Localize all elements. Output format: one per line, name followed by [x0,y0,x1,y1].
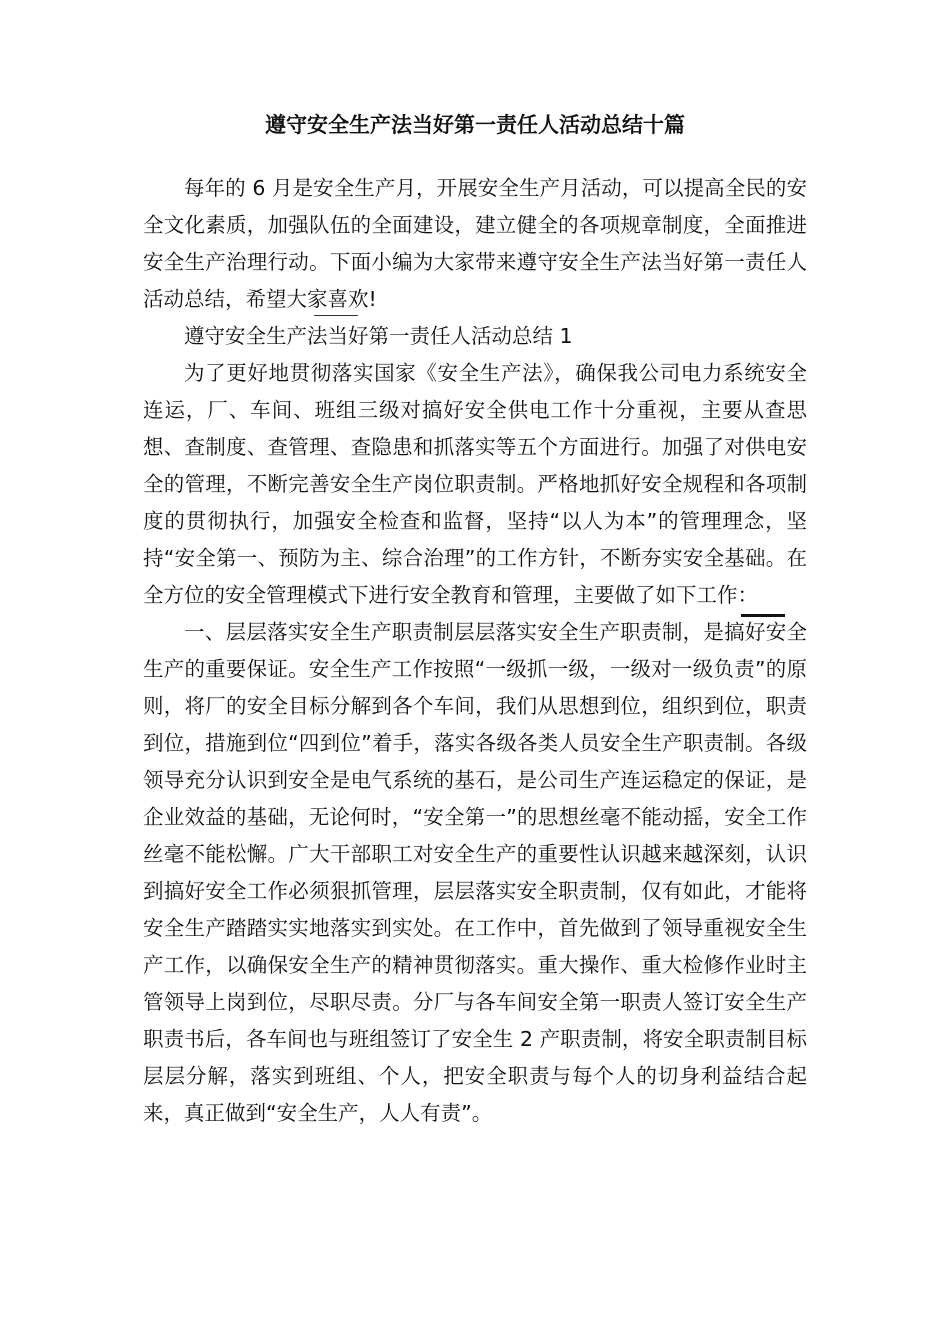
document-body [143,170,807,1132]
intro-paragraph: 每年的 6 月是安全生产月，开展安全生产月活动，可以提高全民的安全文化素质，加强队伍的全面建设，建立健全的各项规章制度，全面推进安全生产治理行动。下面小编为大家带来遵守安全生产法当好第一责任人活动总结，希望大家喜欢! [143,176,807,311]
body-paragraph: 为了更好地贯彻落实国家《安全生产法》，确保我公司电力系统安全连运，厂、车间、班组三级对搞好安全供电工作十分重视，主要从查思想、查制度、查管理、查隐患和抓落实等五个方面进行。加强了对供电安全的管理，不断完善安全生产岗位职责制。严格地抓好安全规程和各项制度的贯彻执行，加强安全检查和监督，坚持“以人为本”的管理理念，坚持“安全第一、预防为主、综合治理”的工作方针，不断夯实安全基础。在全方位的安全管理模式下进行安全教育和管理，主要做了如下工作： [143,361,807,607]
document-title: 遵守安全生产法当好第一责任人活动总结十篇 [265,113,685,137]
decorative-rule [741,614,785,617]
body-paragraph: 一、层层落实安全生产职责制层层落实安全生产职责制，是搞好安全生产的重要保证。安全生产工作按照“一级抓一级，一级对一级负责”的原则，将厂的安全目标分解到各个车间，我们从思想到位，组织到位，职责到位，措施到位“四到位”着手，落实各级各类人员安全生产职责制。各级领导充分认识到安全是电气系统的基石，是公司生产连运稳定的保证，是企业效益的基础，无论何时，“安全第一”的思想丝毫不能动摇，安全工作丝毫不能松懈。广大干部职工对安全生产的重要性认识越来越深刻，认识到搞好安全工作必须狠抓管理，层层落实安全职责制，仅有如此，才能将安全生产踏踏实实地落实到实处。在工作中，首先做到了领导重视安全生产工作，以确保安全生产的精神贯彻落实。重大操作、重大检修作业时主管领导上岗到位，尽职尽责。分厂与各车间安全第一职责人签订安全生产职责书后，各车间也与班组签订了安全生 2 产职责制，将安全职责制目标层层分解，落实到班组、个人，把安全职责与每个人的切身利益结合起来，真正做到“安全生产，人人有责”。 [143,620,807,1125]
decorative-rule [314,315,358,316]
section-heading: 遵守安全生产法当好第一责任人活动总结 1 [184,324,573,348]
